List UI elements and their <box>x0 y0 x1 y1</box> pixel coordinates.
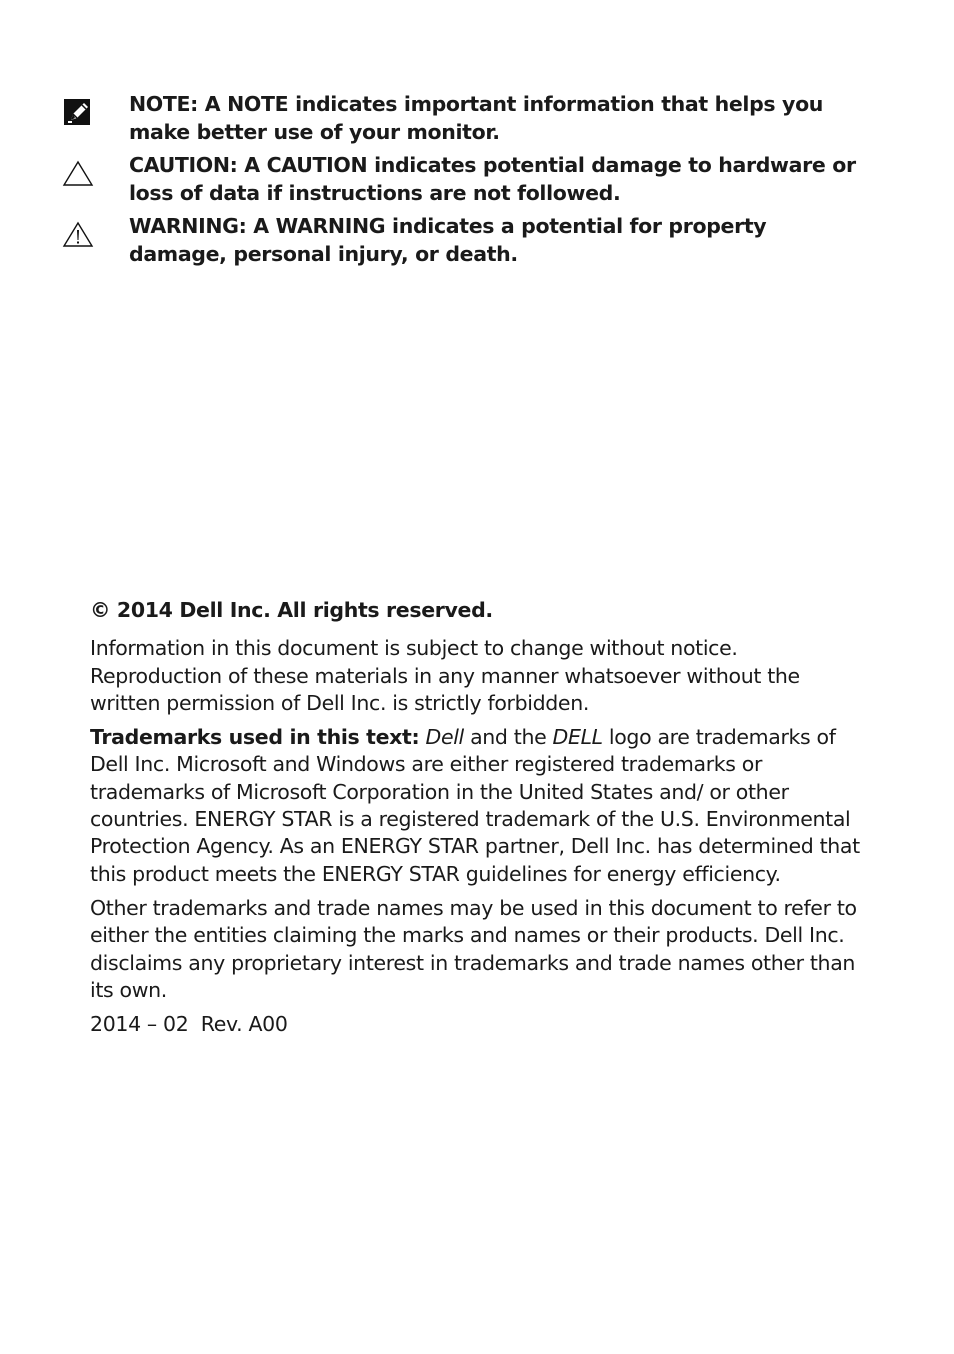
legal-section <box>90 597 870 1045</box>
notice-list <box>0 90 954 273</box>
trademarks-paragraph <box>90 724 870 888</box>
trademarks-text: logo are trademarks of Dell Inc. Microsoft and Windows are either registered trademarks or trademarks of Microsoft Corporation in the United States and/ or other countries. ENERGY STAR is a registered trademark of the U.S. Environmental Protection Agency. As an ENERGY STAR partner, Dell Inc. has determined that this product meets the ENERGY STAR guidelines for energy efficiency. <box>90 725 860 886</box>
revision-line: 2014 – 02 Rev. A00 <box>90 1012 288 1037</box>
warning-text: WARNING: A WARNING indicates a potential for property damage, personal injury, or death. <box>129 214 767 266</box>
note-text: NOTE: A NOTE indicates important information that helps you make better use of your monitor. <box>129 92 824 144</box>
note-notice <box>0 90 869 146</box>
caution-text: CAUTION: A CAUTION indicates potential damage to hardware or loss of data if instructions are not followed. <box>129 153 856 205</box>
and-the-text: and the <box>463 725 553 750</box>
change-notice-paragraph: Information in this document is subject to change without notice. Reproduction of these materials in any manner whatsoever without the written permission of Dell Inc. is strictly forbidden. <box>90 636 800 715</box>
caution-notice <box>0 151 869 207</box>
dell-italic: Dell <box>425 725 464 750</box>
warning-notice <box>0 212 869 268</box>
other-trademarks-paragraph: Other trademarks and trade names may be used in this document to refer to either the entities claiming the marks and names or their products. Dell Inc. disclaims any proprietary interest in trademarks and trade names other than its own. <box>90 895 857 1002</box>
warning-triangle-icon <box>62 218 94 250</box>
trademarks-label: Trademarks used in this text: <box>90 725 420 750</box>
copyright-line: © 2014 Dell Inc. All rights reserved. <box>90 598 493 622</box>
dell-logo-italic: DELL <box>552 725 603 750</box>
note-pencil-icon <box>62 96 94 128</box>
caution-triangle-icon <box>62 157 94 189</box>
